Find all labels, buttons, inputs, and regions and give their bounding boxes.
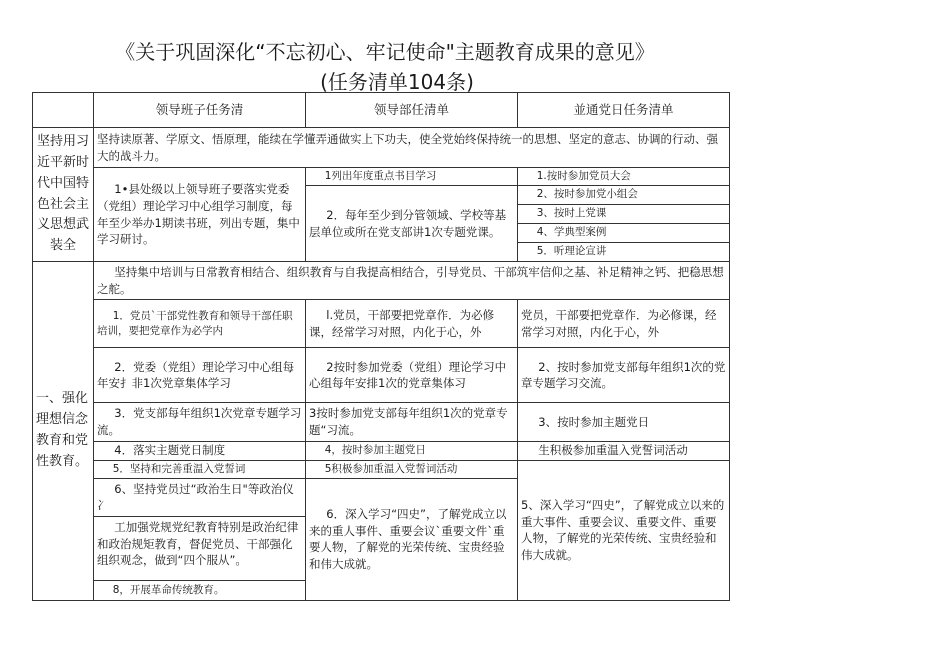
- section2-cadre-task-1: l.党员，干部要把党章作．为必修课，经常学习对照，内化于心，外: [306, 300, 518, 348]
- section1-cadre-task-2: 2．每年至少到分管领域、学校等基层单位或所在党支部讲1次专题党课。: [306, 186, 518, 262]
- section2-intro: 坚持集中培训与日常教育相结合、组织教育与自我提高相结合，引导党员、干部筑牢信仰之基、补足精神之钙、把稳思想之舵。: [94, 262, 730, 300]
- section1-member-task-1: 1.按时参加党员大会: [518, 168, 730, 186]
- section2-member-task-3: 3、按时参加主题党日: [518, 403, 730, 441]
- section2-leader-task-3: 3．党支部每年组织1次党章专题学习流。: [94, 403, 306, 441]
- section1-cadre-task-1: 1列出年度重点书目学习: [306, 168, 518, 186]
- section2-leader-task-8: 8，开展革命传统教育。: [94, 581, 306, 601]
- section2-leader-task-2: 2．党委（党组）理论学习中心组每年安扌非1次党章集体学习: [94, 348, 306, 403]
- task-list-table: [32, 92, 730, 601]
- table-row: [33, 262, 730, 300]
- section2-cadre-task-3: 3按时参加党支部每年组织1次的党章专题“习流。: [306, 403, 518, 441]
- document-subtitle: (任务清单104条): [320, 70, 474, 94]
- section2-cadre-task-4: 4，按时参加主题党日: [306, 441, 518, 460]
- section2-category: 一、强化理想信念教育和党性教育。: [33, 262, 94, 601]
- document-title: 《关于巩固深化“不忘初心、牢记使命"主题教育成果的意见》: [115, 40, 655, 64]
- table-row: [33, 168, 730, 186]
- header-category: [33, 93, 94, 128]
- section2-leader-task-1: 1．党员`干部党性教育和领导干部任职培训，要把党章作为必学内: [94, 300, 306, 348]
- header-leadership: 领导班子任务清: [94, 93, 306, 128]
- header-member: 並通党日任务清单: [518, 93, 730, 128]
- section1-member-task-5: 5．听理论宣讲: [518, 243, 730, 262]
- section2-cadre-task-2: 2按时参加党委（党组）理论学习中心组每年安排1次的党章集体习: [306, 348, 518, 403]
- section2-member-task-1: 党员，干部要把党章作．为必修课，经常学习对照，内化于心，外: [518, 300, 730, 348]
- section1-member-task-4: 4、学典型案例: [518, 224, 730, 243]
- section2-leader-task-6: 6、坚持党员过“政治生日"等政治仪冫: [94, 478, 306, 516]
- table-row: [33, 348, 730, 403]
- section2-cadre-task-5: 5积极参加重温入党誓词活动: [306, 460, 518, 478]
- table-row: [33, 441, 730, 460]
- section1-member-task-3: 3、按时上党课: [518, 205, 730, 224]
- section2-leader-task-4: 4．落实主题党日制度: [94, 441, 306, 460]
- section1-intro: 坚持读原著、学原文、悟原理，能续在学懂弄通做实上下功夫，使全党始终保持统一的思想、坚定的意志、协调的行动、强大的战斗力。: [94, 128, 730, 168]
- header-cadre: 领导部任清单: [306, 93, 518, 128]
- section1-leader-task: 1•县处级以上领导班子要落实党委（党组）理论学习中心组学习制度，每年至少举办1期读书班，列出专题，集中学习研讨。: [94, 168, 306, 262]
- table-header-row: [33, 93, 730, 128]
- section2-member-task-2: 2、按时参加党支部每年组织1次的党章专题学习交流。: [518, 348, 730, 403]
- section1-category: 坚持用习近平新时代中国特色社会主义思想武装全: [33, 128, 94, 262]
- table-row: [33, 300, 730, 348]
- table-row: [33, 460, 730, 478]
- section2-member-task-4: 生积极参加重温入党誓词活动: [518, 441, 730, 460]
- section2-member-task-5: 5、深入学习“四史”，了解党成立以来的重大事件、重要会议、重要文件、重要人物，了解党的光荣传统、宝贵经验和伟大成就。: [518, 460, 730, 600]
- section2-leader-task-7: 工加强党规党纪教育特别是政治纪律和政治规矩教育，督促党员、干部强化组织观念，做到“四个服从”。: [94, 517, 306, 581]
- section2-cadre-task-6: 6．深入学习“四史”，了解党成立以来的重人事件、重要会议`重要文件`重要人物，了解党的光荣传统、宝贵经验和伟大成就。: [306, 478, 518, 600]
- section1-member-task-2: 2、按时参加党小组会: [518, 186, 730, 205]
- table-row: [33, 403, 730, 441]
- section2-leader-task-5: 5．坚持和完善重温入党誓词: [94, 460, 306, 478]
- table-row: [33, 128, 730, 168]
